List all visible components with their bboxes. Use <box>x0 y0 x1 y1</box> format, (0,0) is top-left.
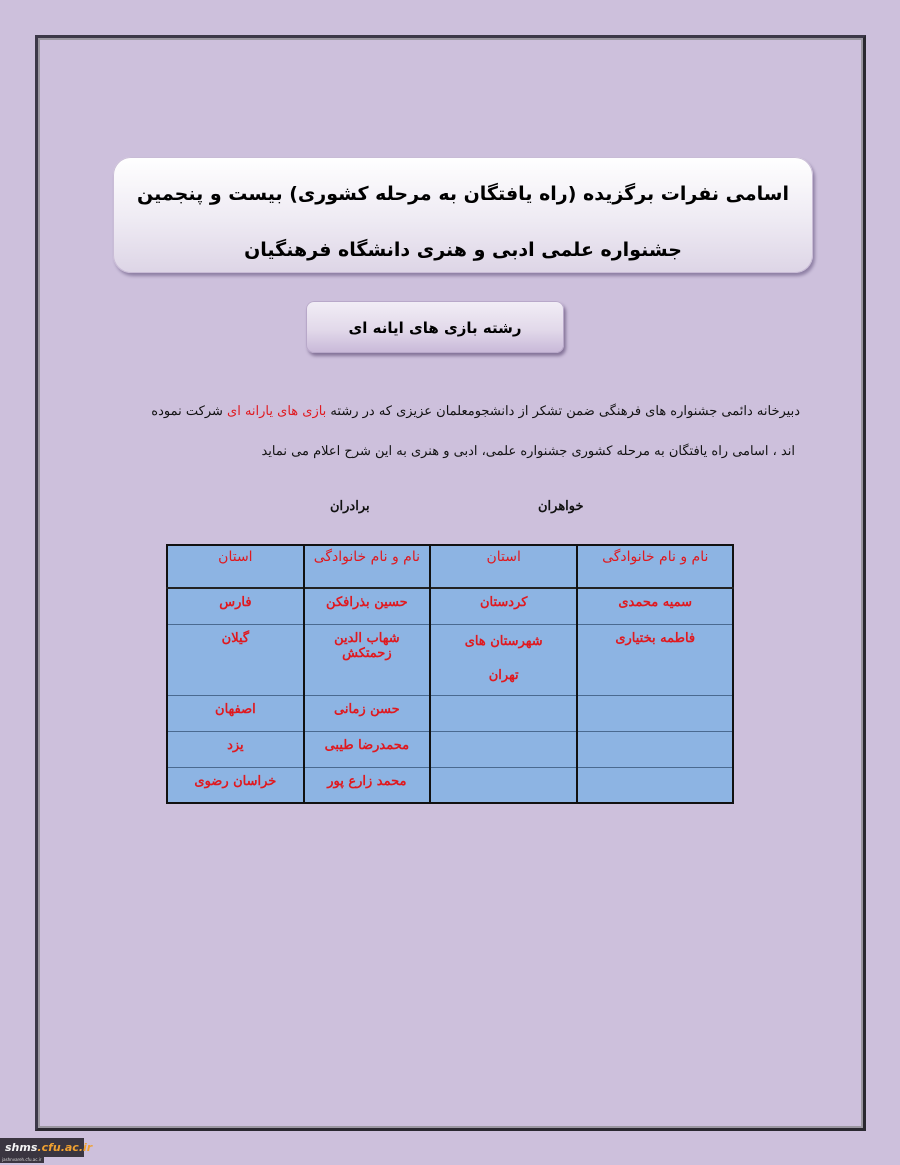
table-row <box>167 731 733 767</box>
table-row <box>167 624 733 695</box>
intro-text-before: دبیرخانه دائمی جشنواره های فرهنگی ضمن تشکر از دانشجومعلمان عزیزی که در رشته <box>326 404 800 419</box>
sister-name-cell <box>577 731 733 767</box>
sister-province-cell: کردستان <box>430 588 578 624</box>
brother-province-cell: یزد <box>167 731 304 767</box>
brother-name-cell: حسین بذرافکن <box>304 588 430 624</box>
table-header-row <box>167 545 733 588</box>
sister-province-cell <box>430 624 578 695</box>
header-sister-province: استان <box>430 545 578 588</box>
table-row <box>167 695 733 731</box>
watermark-domain: .cfu.ac.ir <box>37 1141 93 1154</box>
table-row <box>167 767 733 803</box>
brothers-heading: برادران <box>330 499 370 514</box>
sister-name-cell: سمیه محمدی <box>577 588 733 624</box>
brother-name-cell: حسن زمانی <box>304 695 430 731</box>
intro-text-after: شرکت نموده <box>151 404 228 419</box>
watermark-prefix: shms <box>5 1141 38 1154</box>
category-label: رشته بازی های ایانه ای <box>348 319 522 337</box>
category-label-box <box>306 301 564 353</box>
sister-name-cell <box>577 695 733 731</box>
sister-name-cell <box>577 767 733 803</box>
brother-name-cell: محمدرضا طیبی <box>304 731 430 767</box>
title-line-1: اسامی نفرات برگزیده (راه یافتگان به مرحله کشوری) بیست و پنجمین <box>137 183 789 205</box>
intro-paragraph-line-2: اند ، اسامی راه یافتگان به مرحله کشوری جشنواره علمی، ادبی و هنری به این شرح اعلام می نماید <box>261 444 795 459</box>
brother-province-cell: گیلان <box>167 624 304 695</box>
title-box <box>113 157 813 273</box>
intro-highlight: بازی های یارانه ای <box>227 404 327 419</box>
brother-name-cell: محمد زارع پور <box>304 767 430 803</box>
header-brother-name: نام و نام خانوادگی <box>304 545 430 588</box>
header-brother-province: استان <box>167 545 304 588</box>
title-line-2: جشنواره علمی ادبی و هنری دانشگاه فرهنگیان <box>244 239 682 261</box>
brother-name-cell: شهاب الدین زحمتکش <box>304 624 430 695</box>
sister-name-cell: فاطمه بختیاری <box>577 624 733 695</box>
province-line-2: تهران <box>488 667 519 683</box>
sister-province-cell <box>430 731 578 767</box>
brother-province-cell: فارس <box>167 588 304 624</box>
brother-province-cell: اصفهان <box>167 695 304 731</box>
sister-province-cell <box>430 695 578 731</box>
watermark-subdomain: jashnvareh.cfu.ac.ir <box>0 1157 44 1163</box>
sisters-heading: خواهران <box>538 499 584 514</box>
results-table <box>166 544 734 804</box>
province-line-1: شهرستان های <box>464 633 543 649</box>
site-watermark <box>0 1138 93 1157</box>
brother-province-cell: خراسان رضوی <box>167 767 304 803</box>
sister-province-cell <box>430 767 578 803</box>
table-row <box>167 588 733 624</box>
intro-paragraph-line-1 <box>110 404 800 419</box>
header-sister-name: نام و نام خانوادگی <box>577 545 733 588</box>
